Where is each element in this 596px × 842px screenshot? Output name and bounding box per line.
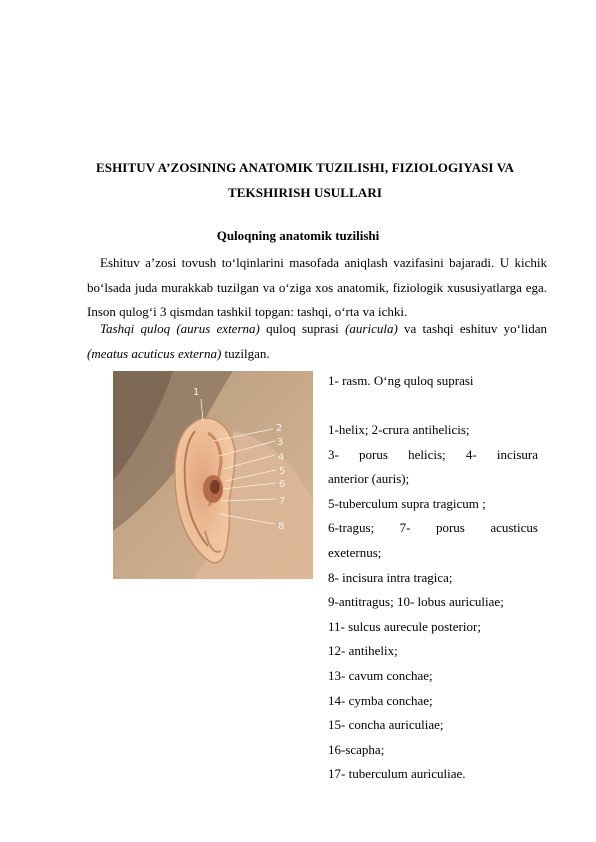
legend-item: 13- cavum conchae;	[328, 667, 433, 683]
term-auricula: (auricula)	[345, 321, 398, 336]
figure-label: 5	[279, 466, 286, 477]
figure-label: 3	[277, 437, 284, 448]
legend-item: 15- concha auriculiae;	[328, 717, 444, 733]
legend-item: 6-tragus; 7- porus acusticus	[328, 520, 538, 536]
legend-item: anterior (auris);	[328, 471, 410, 487]
section-title: Quloqning anatomik tuzilishi	[216, 228, 380, 243]
legend-item: 5-tuberculum supra tragicum ;	[328, 495, 486, 511]
paragraph-intro: Eshituv a’zosi tovush to‘lqinlarini masofada aniqlash vazifasini bajaradi. U kichik bo‘lsada juda murakkab tuzilgan va o‘ziga xos anatomik, fiziologik xususiyatlarga ega. Inson qulog‘i 3 qismdan tashkil topgan: tashqi, o‘rta va ichki.	[87, 255, 547, 319]
legend-item: 16-scapha;	[328, 741, 385, 757]
title-line-1: ESHITUV A’ZOSINING ANATOMIK TUZILISHI, FIZIOLOGIYASI VA	[95, 160, 515, 175]
paragraph-text: va tashqi eshituv yo‘lidan	[397, 321, 547, 336]
paragraph-text: tuzilgan.	[221, 345, 270, 361]
legend-item: 12- antihelix;	[328, 643, 398, 659]
page-title	[60, 155, 550, 205]
legend-item: 3- porus helicis; 4- incisura	[328, 446, 538, 462]
figure-label: 1	[193, 387, 200, 398]
legend-item: 9-antitragus; 10- lobus auriculiae;	[328, 594, 504, 610]
legend-item: 14- cymba conchae;	[328, 692, 433, 708]
paragraph-external-ear	[87, 317, 547, 366]
legend-item: 8- incisura intra tragica;	[328, 569, 453, 585]
figure-label: 6	[279, 479, 286, 490]
ear-figure	[113, 371, 313, 579]
paragraph-text: quloq suprasi	[259, 321, 346, 336]
figure-label: 4	[278, 452, 285, 463]
figure-label: 2	[276, 423, 283, 434]
legend-item: exeternus;	[328, 544, 382, 560]
term-aurus-externa: Tashqi quloq (aurus externa)	[100, 321, 260, 336]
figure-label: 8	[278, 521, 285, 532]
ear-photo	[113, 371, 313, 579]
figure-legend	[328, 418, 538, 787]
legend-item: 1-helix; 2-crura antihelicis;	[328, 422, 470, 437]
legend-item: 11- sulcus aurecule posterior;	[328, 618, 481, 634]
figure-caption: 1- rasm. O‘ng quloq suprasi	[328, 373, 474, 388]
figure-label: 7	[279, 496, 286, 507]
term-meatus: (meatus acuticus externa)	[87, 345, 222, 361]
legend-item: 17- tuberculum auriculiae.	[328, 766, 466, 782]
title-line-2: TEKSHIRISH USULLARI	[228, 185, 382, 200]
